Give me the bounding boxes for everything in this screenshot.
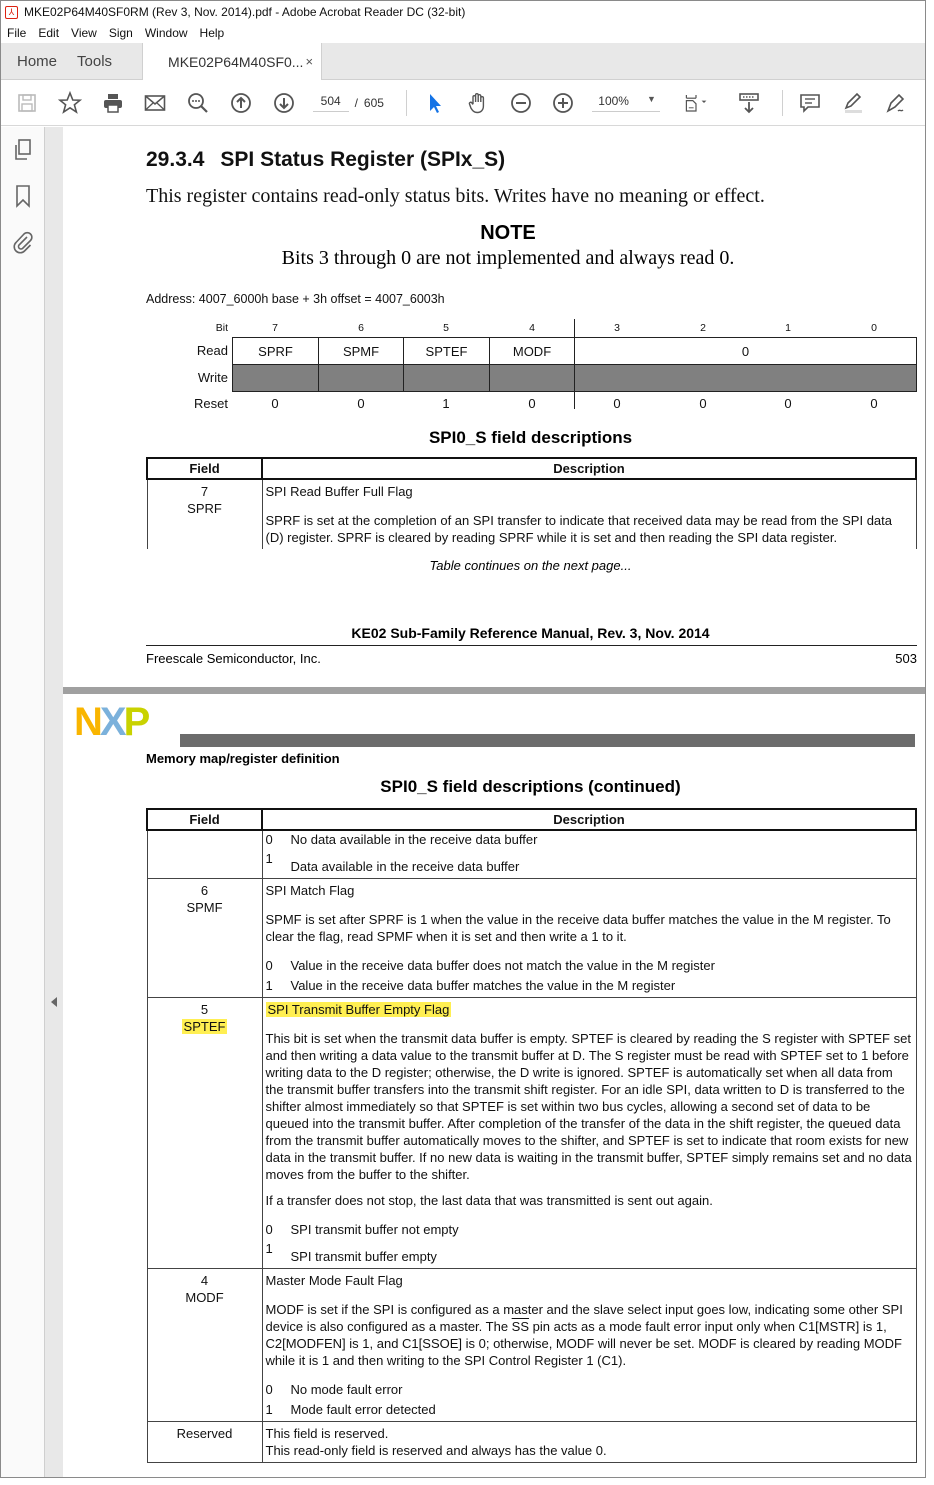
enum-item: 0 Value in the receive data buffer does not match the value in the M register [265, 958, 715, 973]
field-sptef: SPTEF [403, 337, 490, 365]
field-title: SPI Read Buffer Full Flag [265, 484, 413, 499]
footer-page-number: 503 [895, 651, 917, 666]
tab-bar [1, 43, 925, 80]
field-cell [147, 479, 262, 549]
email-icon[interactable] [141, 89, 169, 117]
tab-tools[interactable]: Tools [77, 52, 113, 70]
field-cell [147, 830, 262, 879]
ss-signal: $\overline{SS}$ [511, 1319, 530, 1334]
window-title: MKE02P64M40SF0RM (Rev 3, Nov. 2014).pdf - Adobe Acrobat Reader DC (32-bit) [24, 5, 466, 19]
menu-bar [1, 23, 925, 43]
search-zoom-icon[interactable] [184, 89, 212, 117]
col-description: Description [262, 458, 916, 479]
nxp-logo-letter: N [74, 700, 100, 744]
col-field: Field [147, 809, 262, 830]
enum-item: 1 Mode fault error detected [265, 1402, 436, 1417]
bit-number: 4 [529, 322, 535, 334]
description-cell [262, 1269, 916, 1422]
zoom-level-value: 100% [598, 93, 629, 108]
description-cell [262, 998, 916, 1269]
table-row [147, 830, 916, 879]
nxp-logo-letter: X [99, 700, 124, 744]
print-icon[interactable] [99, 89, 127, 117]
save-icon[interactable] [13, 89, 41, 117]
bit-number: 6 [358, 322, 364, 334]
field-cell [147, 879, 262, 998]
table-row [147, 879, 916, 998]
menu-view[interactable]: View [71, 26, 97, 40]
section-number: 29.3.4 [146, 148, 205, 171]
nxp-logo-letter: P [123, 700, 148, 744]
field-spmf: SPMF [318, 337, 404, 365]
write-cell [403, 364, 490, 392]
page-separator: / [354, 95, 358, 110]
field-modf: MODF [489, 337, 575, 365]
document-view [63, 127, 925, 1477]
scroll-mode-icon[interactable] [735, 89, 763, 117]
field-bit: 4 [200, 1273, 209, 1288]
hand-icon[interactable] [464, 89, 492, 117]
select-cursor-icon[interactable] [421, 89, 449, 117]
reset-value: 1 [442, 396, 450, 411]
tab-document[interactable] [142, 43, 322, 80]
intro-text: This register contains read-only status bits. Writes have no meaning or effect. [146, 185, 765, 207]
highlighted-field-title: SPI Transmit Buffer Empty Flag [267, 1002, 450, 1017]
menu-file[interactable]: File [7, 26, 27, 40]
description-cell [262, 479, 916, 549]
reset-value: 0 [613, 396, 621, 411]
previous-page-icon[interactable] [227, 89, 255, 117]
reset-value: 0 [528, 396, 536, 411]
field-title: Master Mode Fault Flag [265, 1273, 403, 1288]
field-bit: 6 [200, 883, 209, 898]
description-cell [262, 879, 916, 998]
enum-item: 1 Value in the receive data buffer matches the value in the M register [265, 978, 676, 993]
table-row [147, 998, 916, 1269]
attachment-icon[interactable] [1, 219, 45, 265]
write-cell [318, 364, 404, 392]
reserved-line-1: This field is reserved. [265, 1426, 389, 1441]
toolbar [1, 80, 925, 126]
enum-item: 1 SPI transmit buffer empty [265, 1241, 437, 1264]
field-bit: 7 [200, 484, 209, 499]
nxp-logo [74, 702, 147, 742]
field-reserved: 0 [574, 337, 917, 365]
table-header [147, 458, 916, 479]
register-address: Address: 4007_6000h base + 3h offset = 4007_6003h [146, 292, 445, 306]
bit-number: 0 [871, 322, 877, 334]
footer-title: KE02 Sub-Family Reference Manual, Rev. 3, Nov. 2014 [351, 625, 710, 641]
field-body: SPMF is set after SPRF is 1 when the value in the receive data buffer matches the value in the M register. To clear the flag, read SPMF when it is set and then write a 1 to it. [265, 912, 891, 944]
field-cell [147, 1269, 262, 1422]
write-cell [489, 364, 575, 392]
chevron-down-icon: ▼ [646, 93, 656, 104]
reserved-line-2: This read-only field is reserved and always has the value 0. [265, 1443, 607, 1458]
toolbar-divider [406, 90, 407, 116]
collapse-panel-icon[interactable] [51, 997, 57, 1007]
field-name: MODF [185, 1290, 224, 1305]
col-description: Description [262, 809, 916, 830]
bit-number: 5 [443, 322, 449, 334]
enum-item: 0 SPI transmit buffer not empty [265, 1222, 459, 1237]
close-tab-icon[interactable]: × [305, 54, 314, 69]
enum-item: 1 Data available in the receive data buffer [265, 851, 520, 874]
menu-window[interactable]: Window [144, 26, 188, 40]
comment-icon[interactable] [797, 89, 825, 117]
field-body: SPRF is set at the completion of an SPI transfer to indicate that received data may be read from the SPI data (D) register. SPRF is cleared by reading SPRF while it is set and then reading the SPI data register. [265, 513, 892, 545]
reset-value: 0 [870, 396, 878, 411]
field-table [146, 457, 917, 549]
zoom-out-icon[interactable] [507, 89, 535, 117]
menu-sign[interactable]: Sign [108, 26, 133, 40]
bit-number: 3 [614, 322, 620, 334]
field-cell [147, 998, 262, 1269]
bit-number: 1 [785, 322, 791, 334]
table-continues-note: Table continues on the next page... [429, 558, 632, 573]
zoom-in-icon[interactable] [549, 89, 577, 117]
table-header [147, 809, 916, 830]
write-cell [232, 364, 319, 392]
bit-number: 2 [700, 322, 706, 334]
reset-value: 0 [699, 396, 707, 411]
note-body: Bits 3 through 0 are not implemented and always read 0. [281, 247, 735, 269]
bookmark-star-icon[interactable] [56, 89, 84, 117]
reset-value: 0 [357, 396, 365, 411]
field-body: MODF is set if the SPI is configured as a master and the slave select input goes low, indicating some other SPI device is also configured as a master. The $\overline{SS}$ pin acts as a mode fault error input only when C1[MSTR] is 1, C2[MODFEN] is 1, and C1[SSOE] is 0; otherwise, MODF will never be set. MODF is cleared by reading MODF while it is 1 and then writing to the SPI Control Register 1 (C1). [265, 1302, 903, 1368]
description-cell [262, 830, 916, 879]
table-row [147, 1269, 916, 1422]
left-sidebar [1, 127, 45, 1477]
field-name: SPRF [187, 501, 222, 516]
field-name: SPMF [186, 900, 223, 915]
table-row [147, 479, 916, 549]
highlighted-field-name: SPTEF [183, 1019, 226, 1034]
pages-icon[interactable] [1, 127, 45, 173]
table-caption-continued: SPI0_S field descriptions (continued) [380, 777, 681, 796]
page-number-input[interactable]: 504 [313, 94, 349, 112]
field-title: SPI Match Flag [265, 883, 355, 898]
enum-item: 0 No data available in the receive data buffer [265, 832, 538, 847]
description-cell [262, 1422, 916, 1463]
field-sprf: SPRF [232, 337, 319, 365]
sign-icon[interactable] [882, 89, 910, 117]
menu-edit[interactable]: Edit [38, 26, 60, 40]
enum-item: 0 No mode fault error [265, 1382, 403, 1397]
reset-label: Reset [194, 396, 228, 411]
table-caption: SPI0_S field descriptions [428, 428, 633, 447]
page-separator-bar [63, 687, 925, 694]
footer-company: Freescale Semiconductor, Inc. [146, 651, 321, 666]
write-cell [574, 364, 917, 392]
menu-help[interactable]: Help [199, 26, 225, 40]
highlight-icon[interactable] [839, 89, 867, 117]
register-divider [574, 319, 575, 409]
section-title: SPI Status Register (SPIx_S) [220, 148, 506, 171]
reset-value: 0 [784, 396, 792, 411]
table-row [147, 1422, 916, 1463]
running-header: Memory map/register definition [146, 751, 340, 766]
section-heading [146, 148, 505, 172]
pdf-page-504 [63, 694, 925, 1477]
bit-label: Bit [215, 322, 228, 334]
field-table-continued [146, 808, 917, 1463]
note-heading: NOTE [480, 222, 536, 244]
bookmark-icon[interactable] [1, 173, 45, 219]
pdf-page-503 [63, 127, 925, 687]
col-field: Field [147, 458, 262, 479]
zoom-level-select[interactable] [592, 94, 660, 112]
field-body: This bit is set when the transmit data buffer is empty. SPTEF is cleared by reading the S register with SPTEF set and then writing a data value to the transmit buffer at D. The S register must be read with SPTEF set to 1 before writing data to the D register; otherwise, the D write is ignored. SPTEF is automatically set when all data from the transmit buffer transfers into the transmit shift register. For an idle SPI, data written to D is transferred to the shifter almost immediately so that SPTEF is set within two bus cycles, allowing a second set of data to be queued into the transmit buffer. After completion of the transfer of the data in the shift register, the queued data from the transmit buffer automatically moves to the shifter, and SPTEF is set to indicate that room exists for new data in the transmit buffer. If no new data is waiting in the transmit buffer, SPTEF simply remains set and no data moves from the buffer to the shifter. [265, 1031, 912, 1182]
fit-page-icon[interactable] [678, 89, 714, 117]
footer-rule [146, 645, 917, 646]
field-name: Reserved [147, 1422, 262, 1463]
field-body-2: If a transfer does not stop, the last data that was transmitted is sent out again. [265, 1193, 713, 1208]
write-label: Write [197, 370, 228, 385]
running-header-bar [180, 734, 915, 747]
reset-value: 0 [271, 396, 279, 411]
bit-number: 7 [272, 322, 278, 334]
tab-home[interactable]: Home [17, 52, 58, 70]
navigation-gutter [45, 127, 63, 1477]
title-bar [1, 1, 925, 23]
acrobat-logo-icon: ⅄ [5, 6, 18, 19]
read-label: Read [196, 343, 228, 358]
tab-document-label: MKE02P64M40SF0... [168, 53, 304, 70]
field-bit: 5 [200, 1002, 209, 1017]
toolbar-divider-2 [782, 90, 783, 116]
next-page-icon[interactable] [270, 89, 298, 117]
page-total: 605 [363, 95, 384, 110]
